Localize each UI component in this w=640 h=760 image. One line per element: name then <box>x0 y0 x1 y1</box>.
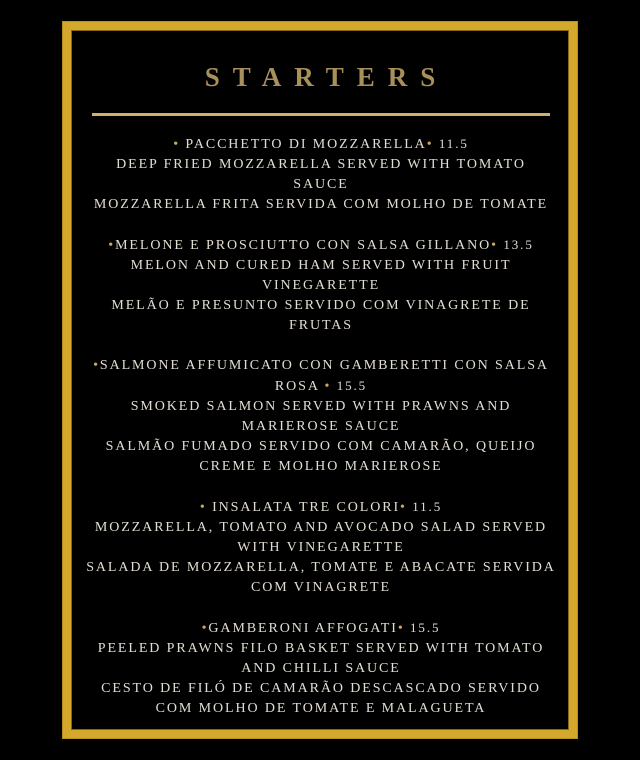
item-name-line <box>86 497 556 518</box>
item-description-en: DEEP FRIED MOZZARELLA SERVED WITH TOMATO SAUCE <box>116 157 526 192</box>
item-name: SALMONE AFFUMICATO CON GAMBERETTI CON SALSA ROSA <box>99 358 549 394</box>
item-description-pt: MOZZARELLA FRITA SERVIDA COM MOLHO DE TOMATE <box>93 197 549 212</box>
bullet-icon: • <box>400 500 413 515</box>
item-name: GAMBERONI AFFOGATI <box>208 621 398 636</box>
item-description-en: PEELED PRAWNS FILO BASKET SERVED WITH TOMATO AND CHILLI SAUCE <box>97 641 545 676</box>
item-price: 13.5 <box>503 237 534 252</box>
item-price: 15.5 <box>410 620 441 635</box>
item-description-pt: SALMÃO FUMADO SERVIDO COM CAMARÃO, QUEIJO CREME E MOLHO MARIEROSE <box>105 439 537 474</box>
bullet-icon: • <box>426 137 439 152</box>
item-name-line <box>86 235 556 256</box>
bullet-icon: • <box>491 238 504 253</box>
item-name-line <box>86 134 556 155</box>
menu-item <box>86 497 556 598</box>
item-description-pt: CESTO DE FILÓ DE CAMARÃO DESCASCADO SERVIDO COM MOLHO DE TOMATE E MALAGUETA <box>101 681 541 716</box>
item-name: MELONE E PROSCIUTTO CON SALSA GILLANO <box>115 238 492 253</box>
bullet-icon: • <box>173 137 186 152</box>
bullet-icon: • <box>324 379 337 394</box>
item-description-en: MOZZARELLA, TOMATO AND AVOCADO SALAD SERVED WITH VINEGARETTE <box>94 520 548 555</box>
bullet-icon: • <box>93 358 100 373</box>
item-name-line <box>86 618 556 639</box>
section-title: STARTERS <box>204 62 449 92</box>
menu-item <box>86 235 556 336</box>
item-name: PACCHETTO DI MOZZARELLA <box>185 137 427 152</box>
bullet-icon: • <box>199 500 213 515</box>
item-description-en: SMOKED SALMON SERVED WITH PRAWNS AND MARIEROSE SAUCE <box>130 399 512 434</box>
menu-item <box>86 356 556 477</box>
bullet-icon: • <box>397 621 411 636</box>
item-price: 11.5 <box>438 136 469 151</box>
item-description-en: MELON AND CURED HAM SERVED WITH FRUIT VINEGARETTE <box>130 258 512 293</box>
bullet-icon: • <box>201 621 209 636</box>
item-name-line <box>86 356 556 397</box>
item-price: 15.5 <box>336 378 368 393</box>
item-description-pt: MELÃO E PRESUNTO SERVIDO COM VINAGRETE DE FRUTAS <box>111 298 531 333</box>
item-price: 11.5 <box>412 499 443 514</box>
menu-list <box>86 134 556 739</box>
menu-item <box>86 618 556 719</box>
menu-item <box>86 134 556 215</box>
divider <box>92 113 550 116</box>
item-name: INSALATA TRE COLORI <box>212 500 401 515</box>
bullet-icon: • <box>108 238 116 253</box>
item-description-pt: SALADA DE MOZZARELLA, TOMATE E ABACATE SERVIDA COM VINAGRETE <box>86 560 556 595</box>
